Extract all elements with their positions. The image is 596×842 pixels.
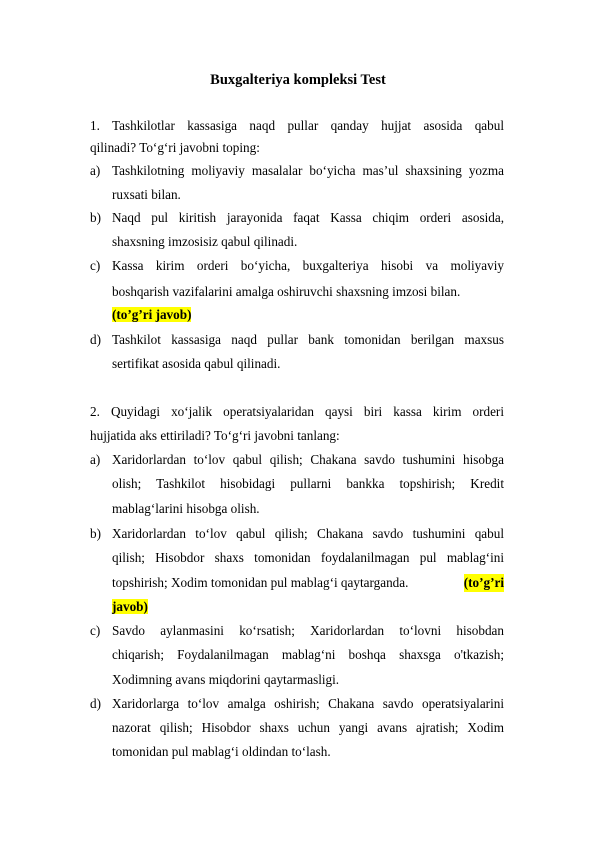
option-1c-line-2: boshqarish vazifalarini amalga oshiruvchi shaxsning imzosi bilan. [112,284,461,299]
option-1a-line-2: ruxsati bilan. [112,187,181,202]
correct-answer-badge-part-2: javob) [112,599,148,614]
question-2-line-2: hujjatida aks ettiriladi? To‘g‘ri javobni tanlang: [90,428,340,443]
option-2d-line-1: Xaridorlarga to‘lov amalga oshirish; Chakana savdo operatsiyalarini [112,696,504,711]
option-1b-line-2: shaxsning imzosisiz qabul qilinadi. [112,234,298,249]
option-2c-line-1: Savdo aylanmasini ko‘rsatish; Xaridorlardan to‘lovni hisobdan [112,623,504,638]
option-1a-marker: a) [90,163,101,178]
question-1-line-2: qilinadi? To‘g‘ri javobni toping: [90,140,260,155]
option-1b-marker: b) [90,210,101,225]
option-1d-line-2: sertifikat asosida qabul qilinadi. [112,356,281,371]
option-2d-line-3: tomonidan pul mablag‘i oldindan to‘lash. [112,744,331,759]
option-2a-line-1: Xaridorlardan to‘lov qabul qilish; Chakana savdo tushumini hisobga [112,452,504,467]
option-2a-marker: a) [90,452,101,467]
option-2d-line-2: nazorat qilish; Hisobdor shaxs uchun yangi avans ajratish; Xodim [112,720,504,735]
option-1d-marker: d) [90,332,101,347]
correct-answer-badge: (to’g’ri javob) [112,307,192,322]
option-2d-marker: d) [90,696,101,711]
option-2b-line-3: topshirish; Xodim tomonidan pul mablag‘i qaytarganda. [112,575,409,590]
option-1c-marker: c) [90,258,101,273]
option-2b-marker: b) [90,526,101,541]
option-1c-line-1: Kassa kirim orderi bo‘yicha, buxgalteriya hisobi va moliyaviy [112,258,504,273]
option-1b-line-1: Naqd pul kiritish jarayonida faqat Kassa chiqim orderi asosida, [112,210,504,225]
option-2a-line-3: mablag‘larini hisobga olish. [112,501,260,516]
document-title: Buxgalteriya kompleksi Test [210,72,386,88]
option-2c-line-2: chiqarish; Foydalanilmagan mablag‘ni boshqa shaxsga o'tkazish; [112,647,504,662]
option-1d-line-1: Tashkilot kassasiga naqd pullar bank tomonidan berilgan maxsus [112,332,504,347]
option-2a-line-2: olish; Tashkilot hisobidagi pullarni bankka topshirish; Kredit [112,476,504,491]
question-1-line-1: 1. Tashkilotlar kassasiga naqd pullar qanday hujjat asosida qabul [90,118,504,133]
option-2c-line-3: Xodimning avans miqdorini qaytarmasligi. [112,672,340,687]
correct-answer-badge-part-1: (to’g’ri [463,575,504,590]
option-2c-marker: c) [90,623,101,638]
question-2-line-1: 2. Quyidagi xo‘jalik operatsiyalaridan qaysi biri kassa kirim orderi [90,404,504,419]
option-2b-line-1: Xaridorlardan to‘lov qabul qilish; Chakana savdo tushumini qabul [112,526,504,541]
option-1a-line-1: Tashkilotning moliyaviy masalalar bo‘yicha mas’ul shaxsining yozma [112,163,504,178]
option-2b-line-2: qilish; Hisobdor shaxs tomonidan foydalanilmagan pul mablag‘ini [112,550,504,565]
